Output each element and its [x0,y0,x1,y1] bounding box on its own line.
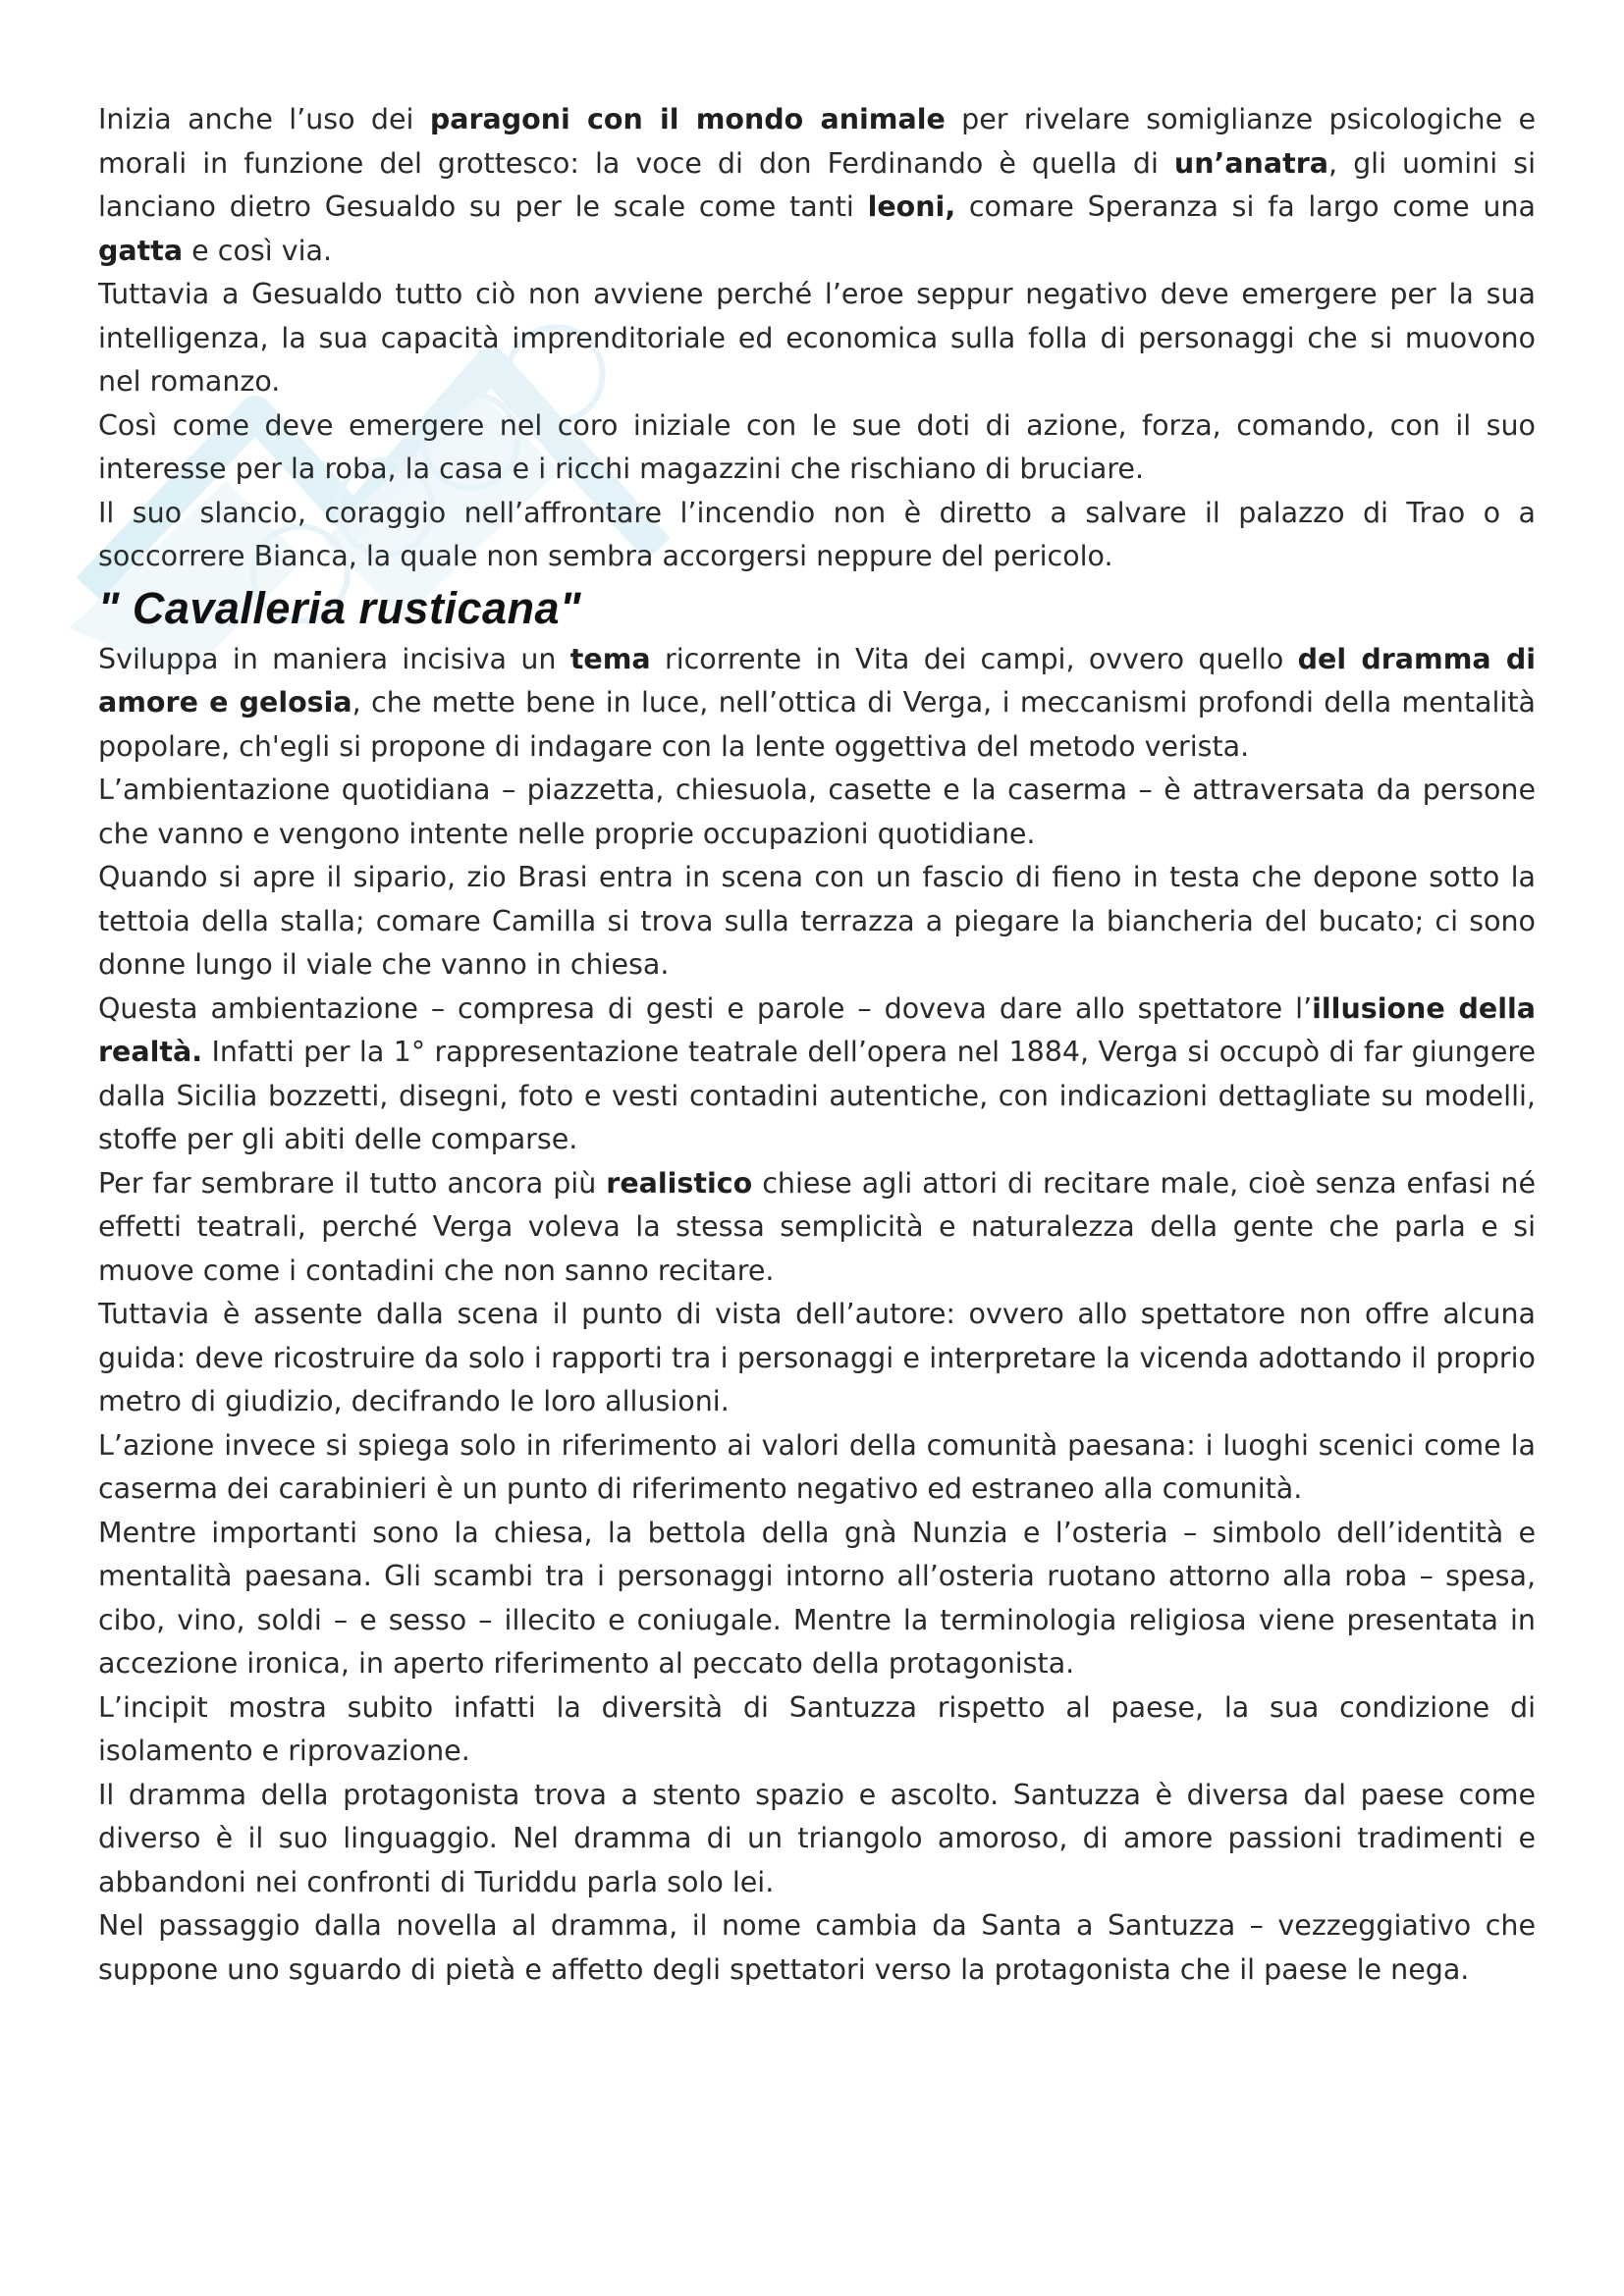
paragraph [98,98,1536,273]
section-heading: " Cavalleria rusticana" [98,582,581,633]
cavalleria-section [98,638,1536,1993]
paragraph [98,638,1536,770]
text-run: Questa ambientazione – compresa di gesti e parole – doveva dare allo spettatore l’ [98,991,1313,1025]
text-run: ricorrente in Vita dei campi, ovvero quello [650,642,1298,675]
bold-text: leoni, [867,190,956,223]
paragraph [98,988,1536,1162]
intro-section [98,98,1536,579]
text-run: , gli uomini si lanciano dietro Gesualdo su per le scale come tanti [98,146,1536,223]
paragraph [98,769,1536,856]
paragraph [98,404,1536,492]
text-run: e così via. [183,234,333,267]
paragraph [98,1512,1536,1686]
text-run: Il suo slancio, coraggio nell’affrontare l’incendio non è diretto a salvare il palazzo di Trao o a soccorrere Bianca, la quale non sembra accorgersi neppure del pericolo. [98,496,1536,572]
bold-text: realistico [606,1166,753,1200]
text-run: Inizia anche l’uso dei [98,103,430,135]
text-run: , che mette bene in luce, nell’ottica di Verga, i meccanismi profondi della mentalità popolare, ch'egli si propone di indagare con la lente oggettiva del metodo verista. [98,686,1536,763]
text-run: Mentre importanti sono la chiesa, la bettola della gnà Nunzia e l’osteria – simbolo dell’identità e mentalità paesana. Gli scambi tra i personaggi intorno all’osteria ruotano attorno alla roba – spesa, cibo, vino, soldi – e sesso – illecito e coniugale. Mentre la terminologia religiosa viene presentata in accezione ironica, in aperto riferimento al peccato della protagonista. [98,1516,1536,1680]
text-run: Tuttavia è assente dalla scena il punto di vista dell’autore: ovvero allo spettatore non offre alcuna guida: deve ricostruire da solo i rapporti tra i personaggi e interpretare la vicenda adottando il proprio metro di giudizio, decifrando le loro allusioni. [98,1298,1536,1417]
paragraph [98,1293,1536,1424]
paragraph [98,1162,1536,1294]
paragraph [98,492,1536,579]
text-run: Quando si apre il sipario, zio Brasi entra in scena con un fascio di fieno in testa che depone sotto la tettoia della stalla; comare Camilla si trova sulla terrazza a piegare la biancheria del bucato; ci sono donne lungo il viale che vanno in chiesa. [98,861,1536,981]
text-run: L’ambientazione quotidiana – piazzetta, chiesuola, casette e la caserma – è attraversata da persone che vanno e vengono intente nelle proprie occupazioni quotidiane. [98,774,1536,850]
bold-text: illusione della realtà. [98,991,1536,1068]
paragraph [98,1904,1536,1992]
paragraph [98,1424,1536,1512]
text-run: Sviluppa in maniera incisiva un [98,642,570,675]
text-run: Il dramma della protagonista trova a stento spazio e ascolto. Santuzza è diversa dal paese come diverso è il suo linguaggio. Nel dramma di un triangolo amoroso, di amore passioni tradimenti e abbandoni nei confronti di Turiddu parla solo lei. [98,1778,1536,1898]
text-run: comare Speranza si fa largo come una [955,190,1536,223]
text-run: Così come deve emergere nel coro iniziale con le sue doti di azione, forza, comando, con il suo interesse per la roba, la casa e i ricchi magazzini che rischiano di bruciare. [98,408,1536,485]
text-run: Tuttavia a Gesualdo tutto ciò non avviene perché l’eroe seppur negativo deve emergere per la sua intelligenza, la sua capacità imprenditoriale ed economica sulla folla di personaggi che si muovono nel romanzo. [98,278,1536,398]
bold-text: gatta [98,234,184,267]
paragraph [98,1774,1536,1905]
paragraph [98,856,1536,988]
bold-text: tema [569,642,651,675]
paragraph [98,273,1536,404]
bold-text: un’anatra [1173,146,1328,180]
document-page [98,98,1536,1992]
paragraph [98,1686,1536,1774]
text-run: chiese agli attori di recitare male, cioè senza enfasi né effetti teatrali, perché Verga voleva la stessa semplicità e naturalezza della gente che parla e si muove come i contadini che non sanno recitare. [98,1166,1536,1287]
text-run: Nel passaggio dalla novella al dramma, il nome cambia da Santa a Santuzza – vezzeggiativo che suppone uno sguardo di pietà e affetto degli spettatori verso la protagonista che il paese le nega. [98,1909,1536,1986]
text-run: L’incipit mostra subito infatti la diversità di Santuzza rispetto al paese, la sua condizione di isolamento e riprovazione. [98,1690,1536,1767]
bold-text: del dramma di amore e gelosia [98,642,1536,719]
text-run: Infatti per la 1° rappresentazione teatrale dell’opera nel 1884, Verga si occupò di far giungere dalla Sicilia bozzetti, disegni, foto e vesti contadini autentiche, con indicazioni dettagliate su modelli, stoffe per gli abiti delle comparse. [98,1036,1536,1155]
text-run: Per far sembrare il tutto ancora più [98,1166,607,1200]
bold-text: paragoni con il mondo animale [429,103,946,135]
text-run: L’azione invece si spiega solo in riferimento ai valori della comunità paesana: i luoghi scenici come la caserma dei carabinieri è un punto di riferimento negativo ed estraneo alla comunità. [98,1428,1536,1505]
text-run: per rivelare somiglianze psicologiche e morali in funzione del grottesco: la voce di don Ferdinando è quella di [98,103,1536,180]
